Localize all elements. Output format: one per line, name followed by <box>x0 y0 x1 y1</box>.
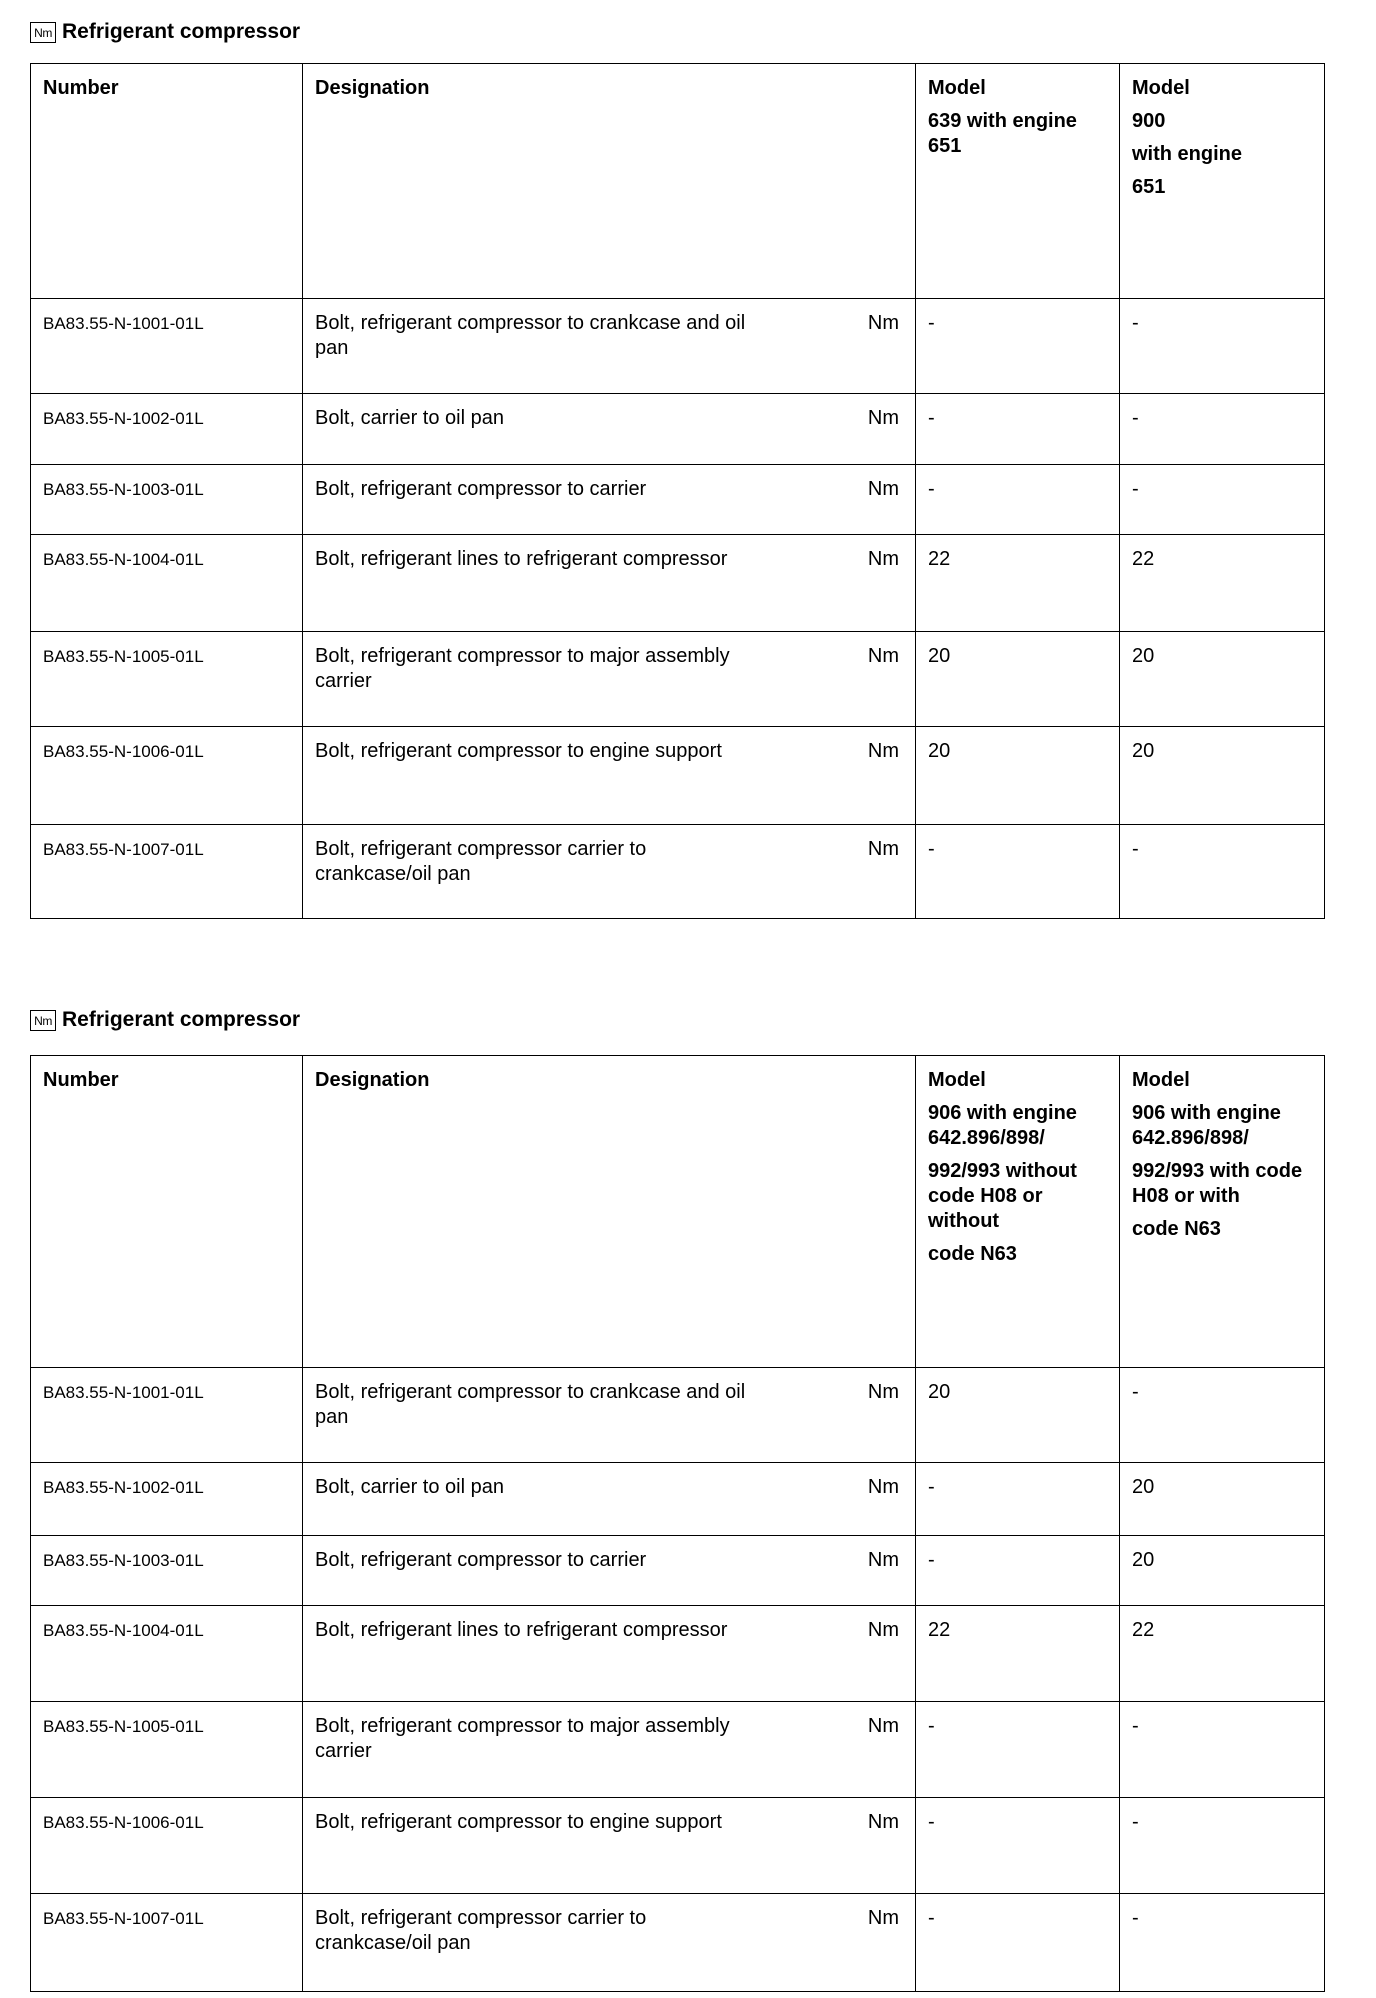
table-row <box>31 1463 1325 1536</box>
unit-label: Nm <box>867 1476 899 1498</box>
value-model-1: 22 <box>916 535 1120 632</box>
nm-torque-icon: Nm <box>30 22 56 43</box>
header-designation: Designation <box>303 64 916 299</box>
value-model-1: - <box>916 1536 1120 1606</box>
designation-text: Bolt, carrier to oil pan <box>315 1476 504 1498</box>
table-header-row <box>31 1056 1325 1368</box>
unit-label: Nm <box>867 740 899 762</box>
value-model-2: - <box>1120 1894 1325 1992</box>
unit-label: Nm <box>867 1715 899 1737</box>
value-model-2: 20 <box>1120 632 1325 727</box>
unit-label: Nm <box>867 1907 899 1929</box>
table-row <box>31 1368 1325 1463</box>
part-number: BA83.55-N-1006-01L <box>31 727 303 825</box>
torque-table <box>30 63 1325 919</box>
value-model-1: - <box>916 1894 1120 1992</box>
model-line: Model <box>928 77 986 99</box>
value-model-2: 20 <box>1120 1463 1325 1536</box>
unit-label: Nm <box>867 1381 899 1403</box>
part-number: BA83.55-N-1006-01L <box>31 1798 303 1894</box>
value-model-2: - <box>1120 1368 1325 1463</box>
value-model-2: - <box>1120 465 1325 535</box>
designation-cell <box>303 1536 916 1606</box>
designation-cell <box>303 825 916 919</box>
model-line: code N63 <box>1132 1218 1221 1240</box>
part-number: BA83.55-N-1005-01L <box>31 632 303 727</box>
value-model-1: - <box>916 1702 1120 1798</box>
torque-table <box>30 1055 1325 1992</box>
designation-cell <box>303 727 916 825</box>
value-model-1: - <box>916 1798 1120 1894</box>
designation-text: Bolt, refrigerant compressor to major assembly carrier <box>315 1715 730 1762</box>
designation-text: Bolt, refrigerant lines to refrigerant compressor <box>315 1619 728 1641</box>
model-line: 992/993 with code H08 or with <box>1132 1160 1303 1207</box>
part-number: BA83.55-N-1007-01L <box>31 825 303 919</box>
table-row <box>31 535 1325 632</box>
section-title <box>30 20 300 44</box>
value-model-2: - <box>1120 825 1325 919</box>
designation-cell <box>303 1894 916 1992</box>
designation-text: Bolt, refrigerant compressor to engine support <box>315 740 722 762</box>
value-model-1: 20 <box>916 727 1120 825</box>
table-row <box>31 394 1325 465</box>
model-line: code N63 <box>928 1243 1017 1265</box>
section-title-text: Refrigerant compressor <box>62 1008 301 1031</box>
table-row <box>31 1536 1325 1606</box>
designation-text: Bolt, refrigerant compressor to engine support <box>315 1811 722 1833</box>
unit-label: Nm <box>867 478 899 500</box>
part-number: BA83.55-N-1003-01L <box>31 465 303 535</box>
unit-label: Nm <box>867 1619 899 1641</box>
unit-label: Nm <box>867 407 899 429</box>
header-designation: Designation <box>303 1056 916 1368</box>
model-line: Model <box>1132 77 1190 99</box>
designation-text: Bolt, refrigerant lines to refrigerant compressor <box>315 548 728 570</box>
designation-cell <box>303 1702 916 1798</box>
part-number: BA83.55-N-1003-01L <box>31 1536 303 1606</box>
model-line: with engine <box>1132 143 1242 165</box>
part-number: BA83.55-N-1007-01L <box>31 1894 303 1992</box>
designation-cell <box>303 632 916 727</box>
unit-label: Nm <box>867 1811 899 1833</box>
table-row <box>31 1606 1325 1702</box>
designation-cell <box>303 1798 916 1894</box>
part-number: BA83.55-N-1001-01L <box>31 1368 303 1463</box>
unit-label: Nm <box>867 1549 899 1571</box>
model-line: 906 with engine 642.896/898/ <box>928 1102 1077 1149</box>
value-model-2: 20 <box>1120 1536 1325 1606</box>
value-model-1: - <box>916 465 1120 535</box>
unit-label: Nm <box>867 312 899 334</box>
designation-text: Bolt, refrigerant compressor carrier to crankcase/oil pan <box>315 838 647 885</box>
model-line: 639 with engine <box>928 110 1077 132</box>
table-row <box>31 825 1325 919</box>
designation-cell <box>303 535 916 632</box>
value-model-1: 20 <box>916 632 1120 727</box>
unit-label: Nm <box>867 838 899 860</box>
designation-text: Bolt, refrigerant compressor carrier to crankcase/oil pan <box>315 1907 647 1954</box>
section-title <box>30 1008 300 1032</box>
header-model-2 <box>1120 1056 1325 1368</box>
designation-text: Bolt, refrigerant compressor to crankcase and oil pan <box>315 1381 746 1428</box>
designation-cell <box>303 1368 916 1463</box>
value-model-1: 22 <box>916 1606 1120 1702</box>
designation-text: Bolt, refrigerant compressor to carrier <box>315 478 647 500</box>
designation-cell <box>303 465 916 535</box>
designation-cell <box>303 1606 916 1702</box>
table-row <box>31 1798 1325 1894</box>
header-number: Number <box>31 64 303 299</box>
table-header-row <box>31 64 1325 299</box>
designation-text: Bolt, carrier to oil pan <box>315 407 504 429</box>
model-line: Model <box>928 1069 986 1091</box>
designation-text: Bolt, refrigerant compressor to carrier <box>315 1549 647 1571</box>
part-number: BA83.55-N-1002-01L <box>31 394 303 465</box>
value-model-2: 22 <box>1120 1606 1325 1702</box>
part-number: BA83.55-N-1004-01L <box>31 1606 303 1702</box>
designation-cell <box>303 299 916 394</box>
designation-cell <box>303 1463 916 1536</box>
header-model-1 <box>916 64 1120 299</box>
value-model-2: - <box>1120 394 1325 465</box>
model-line: 651 <box>1132 176 1166 198</box>
model-line: 906 with engine 642.896/898/ <box>1132 1102 1281 1149</box>
unit-label: Nm <box>867 548 899 570</box>
nm-torque-icon: Nm <box>30 1010 56 1031</box>
value-model-1: 20 <box>916 1368 1120 1463</box>
unit-label: Nm <box>867 645 899 667</box>
header-model-1 <box>916 1056 1120 1368</box>
designation-text: Bolt, refrigerant compressor to crankcase and oil pan <box>315 312 746 359</box>
value-model-2: 20 <box>1120 727 1325 825</box>
value-model-2: - <box>1120 1798 1325 1894</box>
header-number: Number <box>31 1056 303 1368</box>
part-number: BA83.55-N-1001-01L <box>31 299 303 394</box>
table-row <box>31 632 1325 727</box>
table-row <box>31 299 1325 394</box>
designation-text: Bolt, refrigerant compressor to major assembly carrier <box>315 645 730 692</box>
value-model-1: - <box>916 825 1120 919</box>
table-row <box>31 727 1325 825</box>
model-line: 992/993 without code H08 or without <box>928 1160 1077 1232</box>
table-row <box>31 1894 1325 1992</box>
model-line: Model <box>1132 1069 1190 1091</box>
model-line: 651 <box>928 135 962 157</box>
value-model-1: - <box>916 394 1120 465</box>
table-row <box>31 1702 1325 1798</box>
model-line: 900 <box>1132 110 1166 132</box>
designation-cell <box>303 394 916 465</box>
part-number: BA83.55-N-1005-01L <box>31 1702 303 1798</box>
table-row <box>31 465 1325 535</box>
part-number: BA83.55-N-1002-01L <box>31 1463 303 1536</box>
value-model-1: - <box>916 299 1120 394</box>
value-model-1: - <box>916 1463 1120 1536</box>
section-title-text: Refrigerant compressor <box>62 20 301 43</box>
value-model-2: - <box>1120 1702 1325 1798</box>
part-number: BA83.55-N-1004-01L <box>31 535 303 632</box>
value-model-2: 22 <box>1120 535 1325 632</box>
value-model-2: - <box>1120 299 1325 394</box>
header-model-2 <box>1120 64 1325 299</box>
